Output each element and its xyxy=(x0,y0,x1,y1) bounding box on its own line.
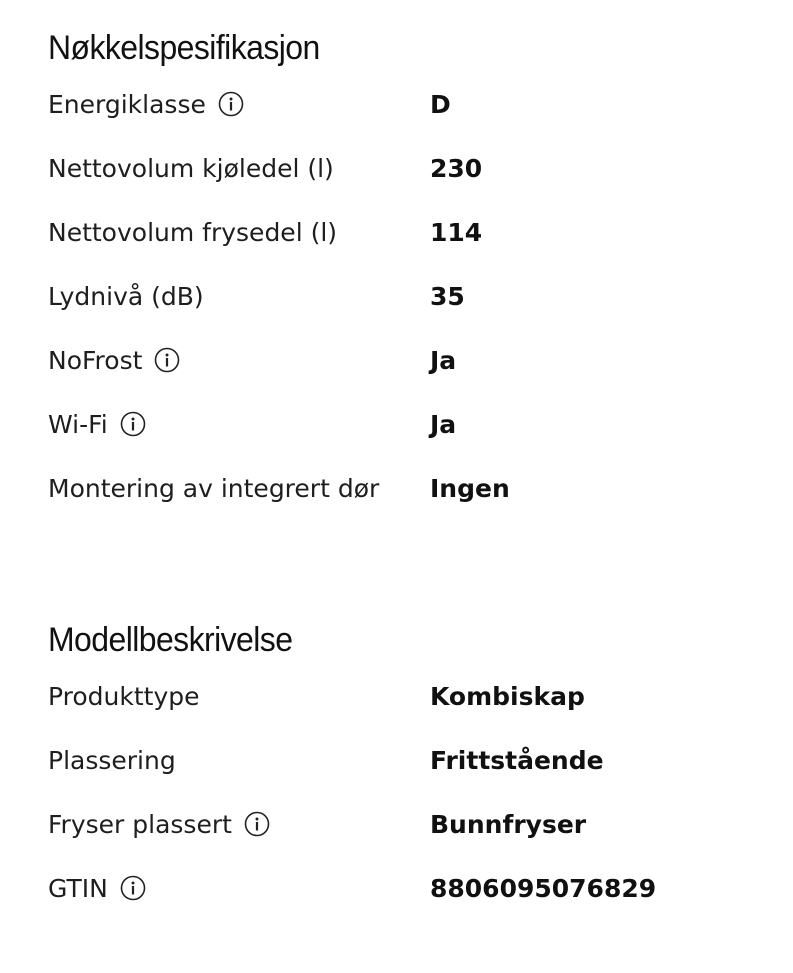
spec-row-freezer-position xyxy=(48,809,773,888)
spec-label-group xyxy=(48,136,334,200)
spec-value: Kombiskap xyxy=(430,681,585,711)
spec-label-group xyxy=(48,264,204,328)
spec-label-group xyxy=(48,856,146,920)
spec-label-group xyxy=(48,200,337,264)
spec-list xyxy=(48,681,773,952)
spec-row-integrated-door xyxy=(48,473,773,552)
spec-value: Frittstående xyxy=(430,745,604,775)
spec-label: Plassering xyxy=(48,745,176,775)
spec-label: Fryser plassert xyxy=(48,809,232,839)
spec-value: D xyxy=(430,89,451,119)
spec-value: 114 xyxy=(430,217,483,247)
spec-label-group xyxy=(48,792,270,856)
spec-label: Nettovolum frysedel (l) xyxy=(48,217,338,247)
info-circle-icon[interactable] xyxy=(154,347,180,373)
spec-value: 230 xyxy=(430,153,483,183)
model-description-section xyxy=(48,616,773,903)
spec-label: Wi-Fi xyxy=(48,409,108,439)
spec-label: GTIN xyxy=(48,873,108,903)
spec-label-group xyxy=(48,664,200,728)
spec-value: Ingen xyxy=(430,473,510,503)
spec-label: Montering av integrert dør xyxy=(48,473,380,503)
info-circle-icon[interactable] xyxy=(218,91,244,117)
key-specifications-section xyxy=(48,24,773,503)
spec-label: Lydnivå (dB) xyxy=(48,281,204,311)
spec-label-group xyxy=(48,456,379,520)
spec-value: Ja xyxy=(430,345,457,375)
section-title: Modellbeskrivelse xyxy=(48,621,293,659)
spec-label: Nettovolum kjøledel (l) xyxy=(48,153,334,183)
spec-value: Ja xyxy=(430,409,457,439)
spec-label: NoFrost xyxy=(48,345,143,375)
spec-value: 8806095076829 xyxy=(430,873,657,903)
spec-label-group xyxy=(48,328,180,392)
spec-label-group xyxy=(48,728,176,792)
info-circle-icon[interactable] xyxy=(120,411,146,437)
info-circle-icon[interactable] xyxy=(244,811,270,837)
spec-row-gtin xyxy=(48,873,773,952)
spec-list xyxy=(48,89,773,552)
spec-label: Energiklasse xyxy=(48,89,206,119)
spec-value: Bunnfryser xyxy=(430,809,587,839)
spec-label-group xyxy=(48,392,146,456)
spec-label-group xyxy=(48,72,244,136)
spec-value: 35 xyxy=(430,281,465,311)
section-title: Nøkkelspesifikasjon xyxy=(48,29,320,67)
spec-label: Produkttype xyxy=(48,681,200,711)
spec-row-nofrost xyxy=(48,345,773,424)
info-circle-icon[interactable] xyxy=(120,875,146,901)
